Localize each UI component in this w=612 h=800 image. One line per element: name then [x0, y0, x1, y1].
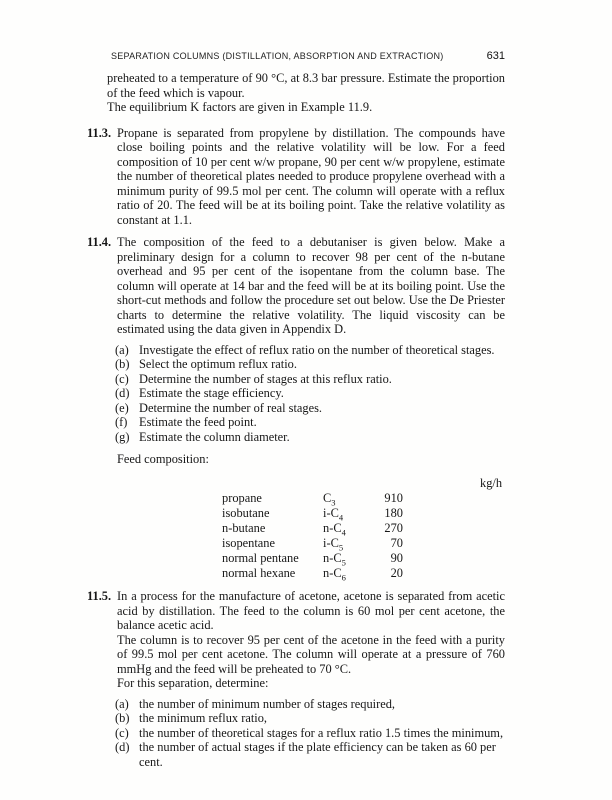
running-head-title: SEPARATION COLUMNS (DISTILLATION, ABSORPTION AND EXTRACTION): [111, 51, 444, 61]
task-label: (a): [115, 696, 129, 711]
problem-11-5-number: 11.5.: [87, 589, 112, 603]
component-formula: [323, 491, 375, 506]
task-text: the number of actual stages if the plate efficiency can be taken as 60 per cent.: [139, 740, 496, 769]
formula-base: n-C: [323, 566, 342, 580]
component-name: n-butane: [222, 521, 266, 535]
formula-base: i-C: [323, 536, 339, 550]
task-label: (g): [115, 429, 130, 444]
task-label: (e): [115, 400, 129, 415]
task-item: [115, 740, 505, 769]
page-content: [87, 71, 505, 769]
problem-11-3: [87, 126, 505, 228]
task-item: [115, 415, 505, 430]
table-row: [222, 536, 505, 551]
feed-table: [222, 476, 505, 582]
task-text: Estimate the column diameter.: [139, 429, 290, 444]
task-label: (d): [115, 386, 130, 400]
problem-11-3-text: Propane is separated from propylene by distillation. The compounds have close boiling points and the relative volatility will be low. For a feed composition of 10 per cent w/w propane, 90 per cent w/w propylene, estimate the number of theoretical plates needed to produce propylene overhead with a minimum purity of 99.5 mol per cent. The column will operate with a reflux ratio of 20. The feed will be at its boiling point. Take the relative volatility as constant at 1.1.: [117, 125, 505, 227]
formula-subscript: 3: [331, 497, 336, 508]
task-label: (f): [115, 415, 128, 429]
component-formula: [323, 506, 375, 521]
component-name: isopentane: [222, 536, 275, 550]
formula-base: n-C: [323, 551, 342, 565]
feed-composition-caption: Feed composition:: [117, 452, 209, 466]
task-label: (b): [115, 711, 130, 725]
task-list-11-5: [115, 697, 505, 770]
task-item: [115, 401, 505, 416]
formula-base: C: [323, 491, 332, 505]
formula-subscript: 5: [338, 542, 344, 553]
component-rate: 90: [390, 551, 403, 565]
problem-11-5-paragraph-1: In a process for the manufacture of acetone, acetone is separated from acetic acid by distillation. The feed to the column is 60 mol per cent acetone, the balance acetic acid.: [117, 589, 505, 632]
task-text: Estimate the stage efficiency.: [139, 386, 284, 400]
formula-subscript: 6: [341, 572, 346, 583]
task-list-11-4: [115, 343, 505, 445]
task-item: [115, 386, 505, 401]
component-rate: 270: [384, 521, 403, 535]
formula-subscript: 4: [338, 512, 344, 523]
problem-11-4-number: 11.4.: [87, 235, 112, 249]
task-text: the number of minimum number of stages required,: [139, 696, 396, 711]
table-row: [222, 566, 505, 581]
page-number: 631: [486, 50, 505, 62]
task-text: the minimum reflux ratio,: [139, 711, 268, 725]
task-item: [115, 430, 505, 445]
task-item: [115, 697, 505, 712]
task-label: (d): [115, 740, 130, 754]
continuation-paragraph-2: The equilibrium K factors are given in Example 11.9.: [107, 100, 373, 114]
table-row: [222, 506, 505, 521]
component-rate: 180: [384, 506, 403, 520]
task-label: (c): [115, 371, 129, 386]
task-text: Select the optimum reflux ratio.: [139, 357, 297, 371]
component-name: isobutane: [222, 506, 270, 520]
task-text: Determine the number of stages at this reflux ratio.: [139, 371, 392, 386]
task-text: Investigate the effect of reflux ratio on the number of theoretical stages.: [139, 342, 495, 357]
formula-base: n-C: [323, 521, 342, 535]
task-item: [115, 726, 505, 741]
task-text: Determine the number of real stages.: [139, 400, 323, 415]
task-item: [115, 357, 505, 372]
formula-subscript: 4: [341, 527, 346, 538]
component-formula: [323, 521, 375, 536]
component-rate: 70: [390, 536, 403, 550]
task-label: (b): [115, 357, 130, 371]
table-row: [222, 551, 505, 566]
problem-11-5-paragraph-3: For this separation, determine:: [117, 676, 269, 690]
problem-11-3-number: 11.3.: [87, 125, 112, 140]
task-label: (c): [115, 725, 129, 740]
component-rate: 910: [384, 491, 403, 505]
formula-subscript: 5: [341, 557, 346, 568]
continuation-block: [87, 71, 505, 115]
problem-11-4-text: The composition of the feed to a debutaniser is given below. Make a preliminary design for a column to recover 98 per cent of the n-butane overhead and 95 per cent of the isopentane from the column base. The column will operate at 14 bar and the feed will be at its boiling point. Use the short-cut methods and follow the procedure set out below. Use the De Priester charts to determine the relative volatility. The liquid viscosity can be estimated using the data given in Appendix D.: [117, 235, 505, 336]
feed-table-unit-row: [480, 476, 505, 491]
component-name: propane: [222, 491, 262, 505]
table-row: [222, 491, 505, 506]
feed-table-unit-header: kg/h: [480, 475, 503, 490]
formula-base: i-C: [323, 506, 339, 520]
continuation-paragraph-1: preheated to a temperature of 90 °C, at 8.3 bar pressure. Estimate the proportion of the feed which is vapour.: [107, 71, 505, 100]
running-head: [87, 50, 505, 62]
task-item: [115, 343, 505, 358]
table-row: [222, 521, 505, 536]
component-name: normal pentane: [222, 551, 299, 565]
component-formula: [323, 536, 375, 551]
task-item: [115, 711, 505, 726]
problem-11-5-paragraph-2: The column is to recover 95 per cent of the acetone in the feed with a purity of 99.5 mol per cent acetone. The column will operate at a pressure of 760 mmHg and the feed will be preheated to 70 °C.: [117, 632, 505, 676]
component-formula: [323, 551, 375, 566]
task-text: the number of theoretical stages for a reflux ratio 1.5 times the minimum,: [139, 725, 504, 740]
component-name: normal hexane: [222, 566, 296, 580]
problem-11-4: [87, 235, 505, 581]
problem-11-5: [87, 589, 505, 769]
component-rate: 20: [390, 566, 403, 580]
task-label: (a): [115, 342, 129, 357]
task-text: Estimate the feed point.: [139, 415, 257, 429]
task-item: [115, 372, 505, 387]
component-formula: [323, 566, 375, 581]
